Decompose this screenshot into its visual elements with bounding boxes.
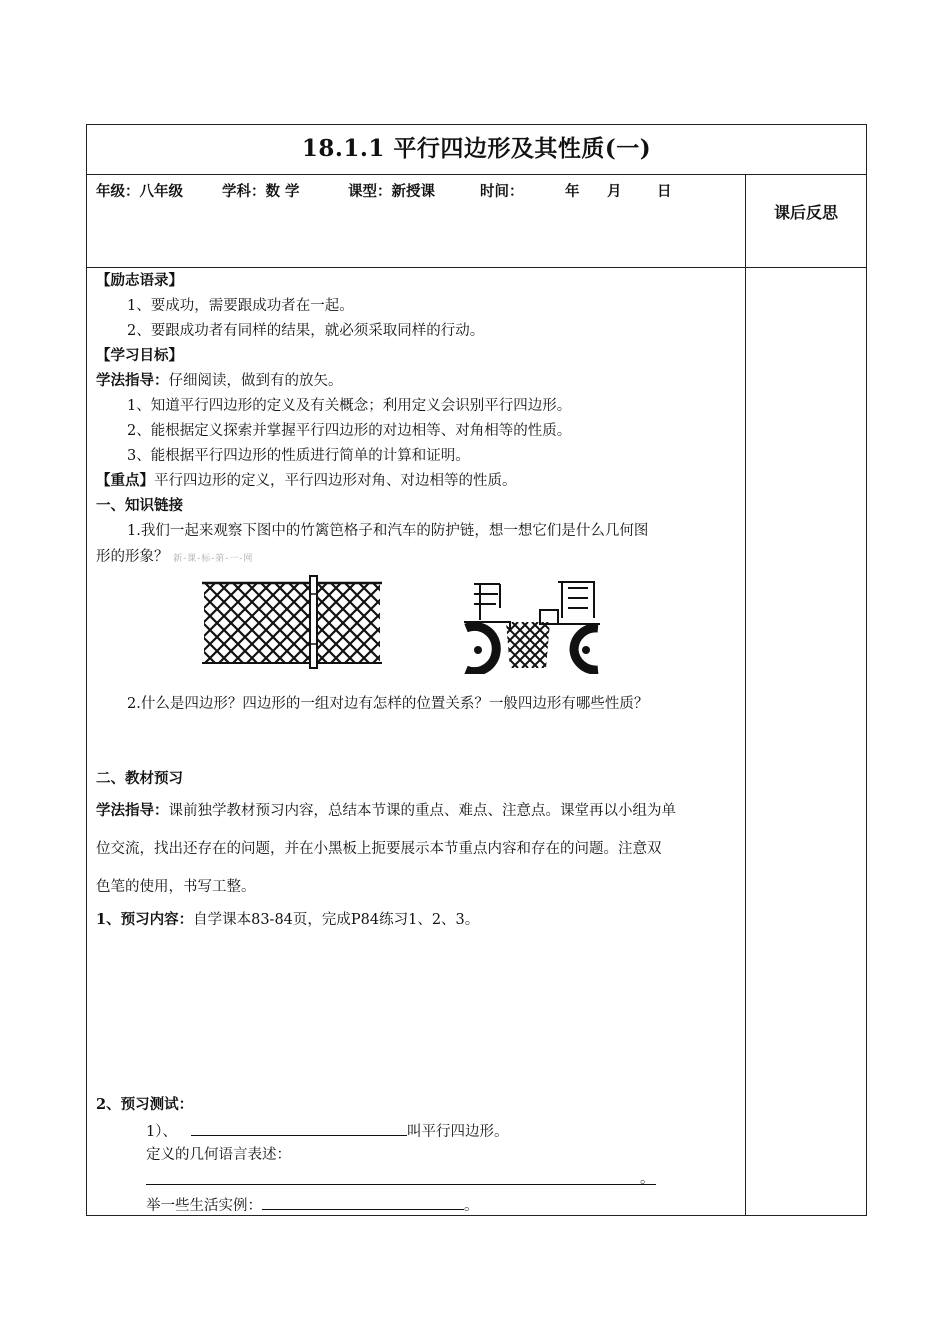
question-1-line1: 1.我们一起来观察下图中的竹篱笆格子和汽车的防护链，想一想它们是什么几何图 <box>127 523 649 539</box>
section2-method-line1 <box>96 802 676 820</box>
preview-test-heading: 2、预习测试： <box>96 1096 194 1113</box>
fill-in-blank-example[interactable] <box>262 1195 464 1210</box>
test-q1-prefix: 1）、 <box>146 1124 177 1140</box>
motto-heading: 【励志语录】 <box>96 272 183 289</box>
preview-label: 1、预习内容： <box>96 911 194 928</box>
year-label: 年 <box>565 183 580 200</box>
motto-item: 1、要成功，需要跟成功者在一起。 <box>127 298 354 314</box>
test-example-label: 举一些生活实例： <box>146 1198 262 1214</box>
section2-method-line3: 色笔的使用，书写工整。 <box>96 879 256 895</box>
reflection-column-divider <box>745 174 746 1216</box>
method-label: 学法指导： <box>96 372 169 389</box>
question-2: 2.什么是四边形？四边形的一组对边有怎样的位置关系？一般四边形有哪些性质？ <box>127 696 649 712</box>
test-question-1 <box>146 1121 508 1141</box>
fill-in-blank-definition[interactable] <box>191 1121 407 1136</box>
section2-heading: 二、教材预习 <box>96 770 183 787</box>
key-text: 平行四边形的定义，平行四边形对角、对边相等的性质。 <box>154 473 517 489</box>
goals-method <box>96 372 343 390</box>
section2-method-text1: 课前独学教材预习内容，总结本节课的重点、难点、注意点。课堂再以小组为单 <box>168 803 676 819</box>
goal-item: 3、能根据平行四边形的性质进行简单的计算和证明。 <box>127 448 470 464</box>
test-definition-label: 定义的几何语言表述： <box>146 1147 291 1163</box>
lesson-type-label: 课型：新授课 <box>348 183 435 200</box>
motto-item: 2、要跟成功者有同样的结果，就必须采取同样的行动。 <box>127 323 485 339</box>
grade-label: 年级：八年级 <box>96 183 183 200</box>
statement-end-mark: 。 <box>640 1171 655 1187</box>
section1-heading: 一、知识链接 <box>96 497 183 514</box>
section2-method-line2: 位交流，找出还存在的问题，并在小黑板上扼要展示本节重点内容和存在的问题。注意双 <box>96 841 662 857</box>
day-label: 日 <box>657 183 672 200</box>
goal-item: 1、知道平行四边形的定义及有关概念；利用定义会识别平行四边形。 <box>127 398 572 414</box>
month-label: 月 <box>607 183 622 200</box>
reflection-heading: 课后反思 <box>773 203 838 222</box>
section2-method-label: 学法指导： <box>96 802 169 819</box>
watermark: 新-课-标-第-一-网 <box>173 554 254 564</box>
key-point <box>96 472 517 490</box>
key-label: 【重点】 <box>96 472 154 489</box>
question-1-line2-text: 形的形象？ <box>96 549 169 565</box>
header-divider <box>86 267 867 268</box>
test-example <box>146 1195 479 1215</box>
fill-in-blank-geometric-statement[interactable] <box>146 1170 656 1185</box>
truck-chain-image <box>462 578 602 674</box>
page-title: 18.1.1 平行四边形及其性质(一) <box>301 135 652 162</box>
preview-content <box>96 911 479 929</box>
method-text: 仔细阅读，做到有的放矢。 <box>168 373 343 389</box>
question-1-line2 <box>96 548 253 568</box>
goal-item: 2、能根据定义探索并掌握平行四边形的对边相等、对角相等的性质。 <box>127 423 572 439</box>
goals-heading: 【学习目标】 <box>96 347 183 364</box>
bamboo-fence-image <box>200 574 384 670</box>
subject-label: 学科：数 学 <box>222 183 300 200</box>
test-q1-suffix: 叫平行四边形。 <box>406 1124 509 1140</box>
title-divider <box>86 174 867 175</box>
preview-text: 自学课本83-84页，完成P84练习1、2、3。 <box>193 912 480 928</box>
test-example-end: 。 <box>464 1198 479 1214</box>
time-label: 时间： <box>480 183 524 200</box>
